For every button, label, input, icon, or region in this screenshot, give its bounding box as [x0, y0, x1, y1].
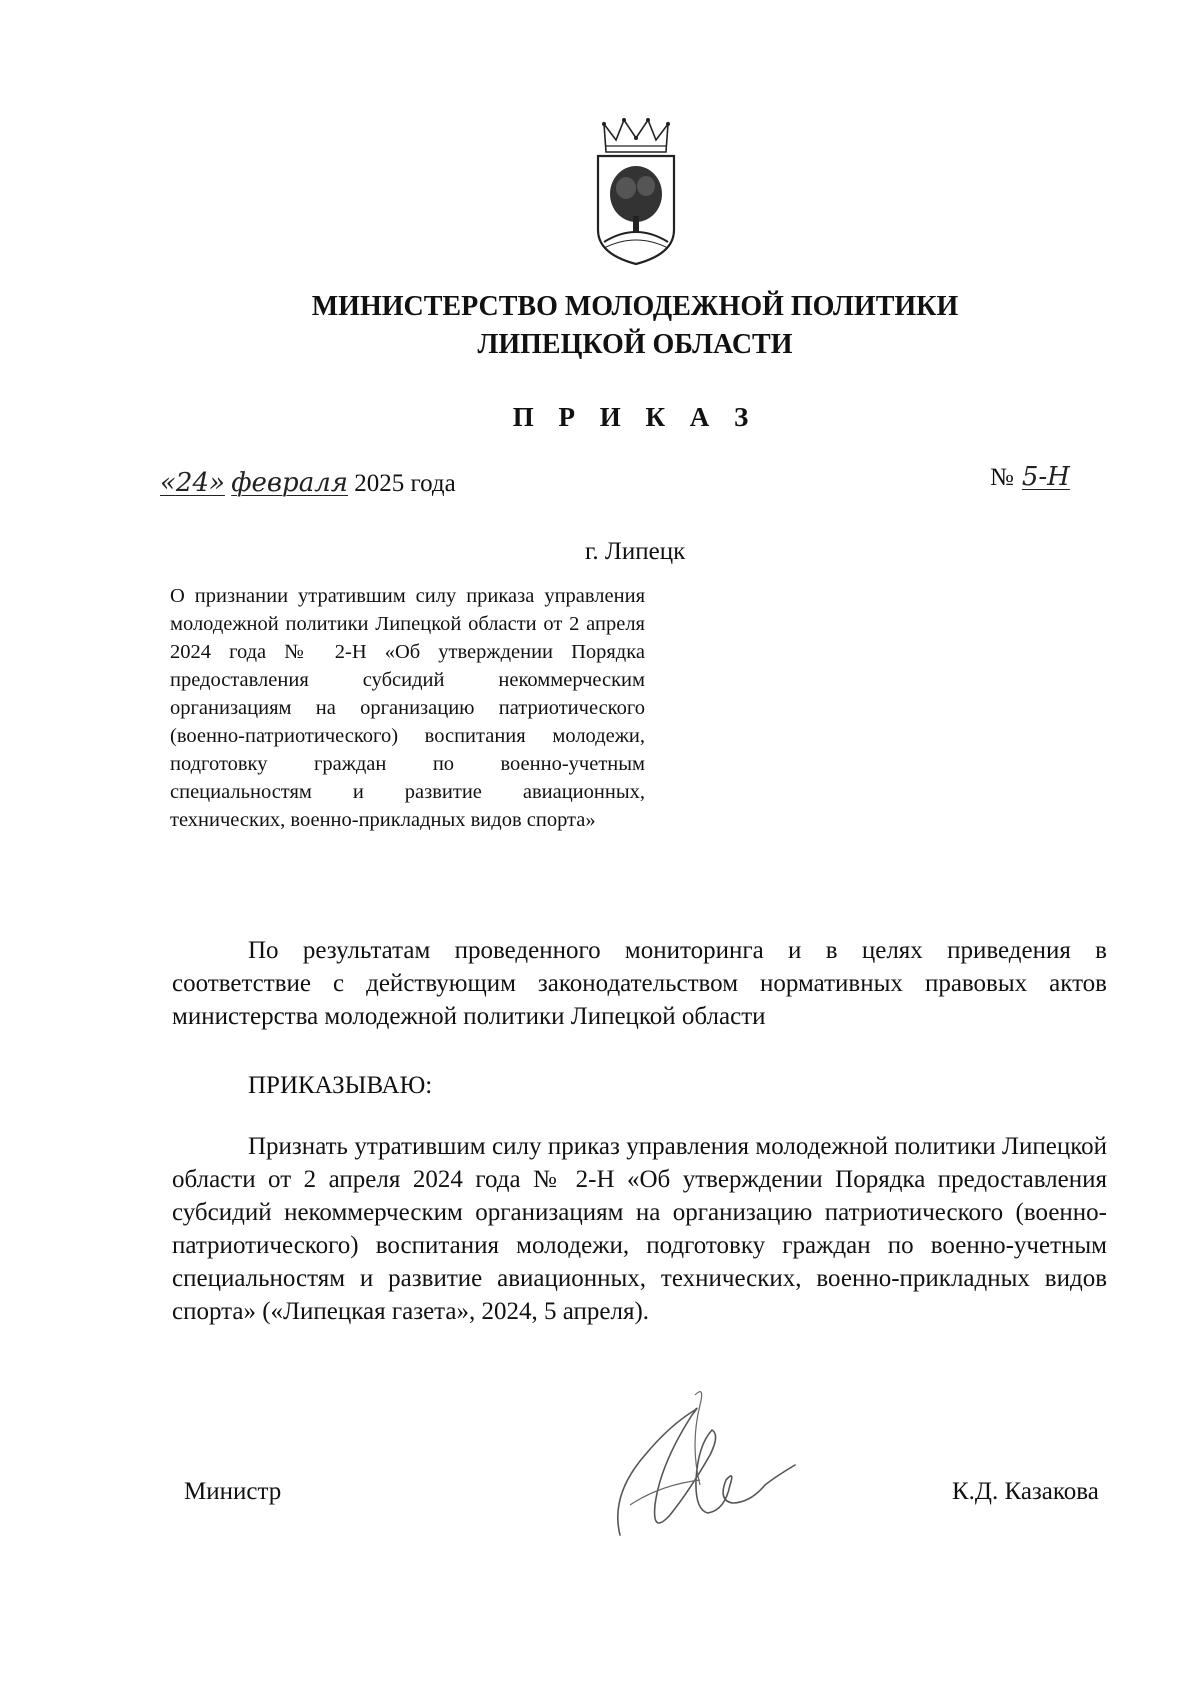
ministry-name-line-1: МИНИСТЕРСТВО МОЛОДЕЖНОЙ ПОЛИТИКИ	[311, 291, 959, 322]
resolution-paragraph: Признать утратившим силу приказ управления молодежной политики Липецкой области от 2 апреля 2024 года № 2-Н «Об утверждении Порядка предоставления субсидий некоммерческим организациям на организацию патриотического (военно-патриотического) воспитания молодежи, подготовку граждан по военно-учетным специальностям и развитие авиационных, технических, военно-прикладных видов спорта» («Липецкая газета», 2024, 5 апреля).	[172, 1133, 1107, 1325]
preamble-paragraph: По результатам проведенного мониторинга и в целях приведения в соответствие с действующим законодательством нормативных правовых актов министерства молодежной политики Липецкой области	[172, 937, 1107, 1030]
document-number	[990, 462, 1102, 492]
number-value: 5-Н	[1021, 462, 1070, 492]
signatory-position: Министр	[184, 1478, 282, 1505]
number-label: №	[990, 464, 1014, 491]
date-day: 24	[175, 468, 210, 498]
coat-of-arms-icon	[590, 118, 682, 266]
signatory-name: К.Д. Казакова	[952, 1478, 1099, 1505]
document-type-title: П Р И К А З	[512, 402, 758, 432]
document-subject: О признании утратившим силу приказа управления молодежной политики Липецкой области от 2 апреля 2024 года № 2-Н «Об утверждении Порядка предоставления субсидий некоммерческим организациям на организацию патриотического (военно-патриотического) воспитания молодежи, подготовку граждан по военно-учетным специальностям и развитие авиационных, технических, военно-прикладных видов спорта»	[170, 585, 645, 831]
ministry-name-line-2: ЛИПЕЦКОЙ ОБЛАСТИ	[477, 329, 793, 360]
date-open-quote: «	[160, 468, 176, 498]
date-month: февраля	[231, 468, 348, 498]
document-date	[160, 468, 456, 498]
signature-icon	[600, 1385, 800, 1560]
date-close-quote: »	[209, 468, 225, 498]
place-of-issue: г. Липецк	[585, 538, 686, 565]
order-keyword: ПРИКАЗЫВАЮ:	[248, 1072, 433, 1099]
date-year: 2025 года	[354, 470, 456, 497]
